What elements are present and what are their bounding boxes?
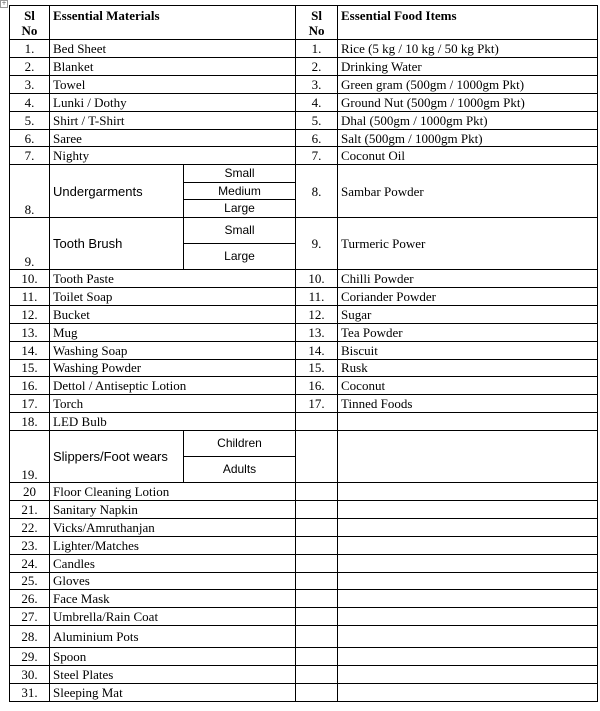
material-name: Tooth Paste — [50, 270, 296, 288]
material-name: Blanket — [50, 58, 296, 76]
table-row — [10, 684, 598, 702]
sl-no: 11. — [10, 288, 50, 306]
food-sl-no: 11. — [296, 288, 338, 306]
table-row — [10, 76, 598, 94]
table-row — [10, 519, 598, 537]
table-row — [10, 554, 598, 572]
material-name: Toilet Soap — [50, 288, 296, 306]
table-row — [10, 413, 598, 431]
food-name — [338, 430, 598, 483]
sl-no: 2. — [10, 58, 50, 76]
food-name — [338, 648, 598, 666]
size-option: Large — [184, 244, 296, 270]
food-name — [338, 413, 598, 431]
material-name: Bucket — [50, 306, 296, 324]
table-row — [10, 129, 598, 147]
table-row — [10, 288, 598, 306]
sl-no: 12. — [10, 306, 50, 324]
table-row — [10, 306, 598, 324]
sl-no: 18. — [10, 413, 50, 431]
size-option: Medium — [184, 182, 296, 200]
food-sl-no — [296, 501, 338, 519]
size-option: Small — [184, 165, 296, 183]
food-sl-no: 12. — [296, 306, 338, 324]
sl-no: 1. — [10, 40, 50, 58]
table-row — [10, 40, 598, 58]
size-option: Adults — [184, 457, 296, 483]
sl-no: 20 — [10, 483, 50, 501]
table-row — [10, 270, 598, 288]
sl-no: 28. — [10, 626, 50, 648]
food-sl-no — [296, 666, 338, 684]
material-name: Shirt / T-Shirt — [50, 111, 296, 129]
table-row — [10, 648, 598, 666]
sl-no: 8. — [10, 165, 50, 218]
food-name: Dhal (500gm / 1000gm Pkt) — [338, 111, 598, 129]
food-name — [338, 572, 598, 590]
materials-header: Essential Materials — [50, 6, 296, 40]
sl-no: 24. — [10, 554, 50, 572]
table-move-handle-icon[interactable]: + — [1, 0, 7, 7]
food-sl-no — [296, 483, 338, 501]
table-row — [10, 377, 598, 395]
food-sl-no — [296, 590, 338, 608]
sl-no: 7. — [10, 147, 50, 165]
size-option: Large — [184, 200, 296, 218]
material-name: Saree — [50, 129, 296, 147]
material-name: Towel — [50, 76, 296, 94]
food-header: Essential Food Items — [338, 6, 598, 40]
food-sl-no: 10. — [296, 270, 338, 288]
food-name — [338, 536, 598, 554]
sl-no: 6. — [10, 129, 50, 147]
food-name: Chilli Powder — [338, 270, 598, 288]
food-name: Coconut — [338, 377, 598, 395]
food-sl-no — [296, 608, 338, 626]
food-name: Tea Powder — [338, 323, 598, 341]
food-name — [338, 666, 598, 684]
material-name: Lighter/Matches — [50, 536, 296, 554]
table-row — [10, 572, 598, 590]
food-sl-no: 17. — [296, 395, 338, 413]
sl-no: 17. — [10, 395, 50, 413]
size-option: Children — [184, 430, 296, 456]
food-name: Rusk — [338, 359, 598, 377]
table-row — [10, 590, 598, 608]
sl-no: 14. — [10, 341, 50, 359]
food-sl-no: 3. — [296, 76, 338, 94]
sl-no: 19. — [10, 430, 50, 483]
food-sl-no: 2. — [296, 58, 338, 76]
size-option: Small — [184, 217, 296, 243]
material-name: Tooth Brush — [50, 217, 184, 270]
material-name: Sanitary Napkin — [50, 501, 296, 519]
essentials-table — [9, 5, 598, 702]
food-name — [338, 608, 598, 626]
food-sl-no — [296, 430, 338, 483]
material-name: Nighty — [50, 147, 296, 165]
table-row — [10, 165, 598, 183]
sl-no: 30. — [10, 666, 50, 684]
food-name: Rice (5 kg / 10 kg / 50 kg Pkt) — [338, 40, 598, 58]
material-name: Dettol / Antiseptic Lotion — [50, 377, 296, 395]
food-sl-no: 13. — [296, 323, 338, 341]
food-name: Green gram (500gm / 1000gm Pkt) — [338, 76, 598, 94]
table-row — [10, 483, 598, 501]
table-row — [10, 147, 598, 165]
sl-no: 3. — [10, 76, 50, 94]
header-row — [10, 6, 598, 40]
table-row — [10, 608, 598, 626]
table-row — [10, 359, 598, 377]
table-row — [10, 58, 598, 76]
sl-no: 25. — [10, 572, 50, 590]
food-name: Sugar — [338, 306, 598, 324]
food-sl-no — [296, 626, 338, 648]
material-name: Vicks/Amruthanjan — [50, 519, 296, 537]
material-name: Gloves — [50, 572, 296, 590]
table-row — [10, 666, 598, 684]
food-name — [338, 554, 598, 572]
food-sl-no: 14. — [296, 341, 338, 359]
food-sl-no — [296, 519, 338, 537]
table-row — [10, 93, 598, 111]
material-name: Lunki / Dothy — [50, 93, 296, 111]
material-name: Candles — [50, 554, 296, 572]
food-name: Turmeric Power — [338, 217, 598, 270]
material-name: Mug — [50, 323, 296, 341]
food-name: Coconut Oil — [338, 147, 598, 165]
food-name — [338, 684, 598, 702]
food-name: Coriander Powder — [338, 288, 598, 306]
food-sl-no: 5. — [296, 111, 338, 129]
material-name: Steel Plates — [50, 666, 296, 684]
material-name: Slippers/Foot wears — [50, 430, 184, 483]
food-sl-no: 7. — [296, 147, 338, 165]
material-name: Washing Powder — [50, 359, 296, 377]
food-sl-no — [296, 572, 338, 590]
material-name: Spoon — [50, 648, 296, 666]
sl-no: 31. — [10, 684, 50, 702]
material-name: Aluminium Pots — [50, 626, 296, 648]
sl-no-header: Sl No — [10, 6, 50, 40]
food-name — [338, 501, 598, 519]
material-name: LED Bulb — [50, 413, 296, 431]
material-name: Face Mask — [50, 590, 296, 608]
material-name: Sleeping Mat — [50, 684, 296, 702]
sl-no: 22. — [10, 519, 50, 537]
sl-no: 21. — [10, 501, 50, 519]
food-sl-no: 15. — [296, 359, 338, 377]
table-row — [10, 536, 598, 554]
table-row — [10, 323, 598, 341]
table-row — [10, 501, 598, 519]
food-sl-no: 9. — [296, 217, 338, 270]
table-row — [10, 395, 598, 413]
food-sl-no — [296, 413, 338, 431]
food-sl-no-header: Sl No — [296, 6, 338, 40]
sl-no: 5. — [10, 111, 50, 129]
material-name: Floor Cleaning Lotion — [50, 483, 296, 501]
food-name: Drinking Water — [338, 58, 598, 76]
sl-no: 23. — [10, 536, 50, 554]
food-name — [338, 626, 598, 648]
sl-no: 15. — [10, 359, 50, 377]
table-row — [10, 430, 598, 456]
food-sl-no — [296, 684, 338, 702]
sl-no: 4. — [10, 93, 50, 111]
table-row — [10, 626, 598, 648]
food-name — [338, 590, 598, 608]
material-name: Washing Soap — [50, 341, 296, 359]
food-name: Ground Nut (500gm / 1000gm Pkt) — [338, 93, 598, 111]
food-name — [338, 483, 598, 501]
sl-no: 10. — [10, 270, 50, 288]
food-sl-no — [296, 536, 338, 554]
material-name: Undergarments — [50, 165, 184, 218]
food-sl-no — [296, 554, 338, 572]
food-name — [338, 519, 598, 537]
food-sl-no: 4. — [296, 93, 338, 111]
table-row — [10, 217, 598, 243]
sl-no: 16. — [10, 377, 50, 395]
food-sl-no — [296, 648, 338, 666]
sl-no: 13. — [10, 323, 50, 341]
food-name: Tinned Foods — [338, 395, 598, 413]
sl-no: 29. — [10, 648, 50, 666]
sl-no: 27. — [10, 608, 50, 626]
food-name: Sambar Powder — [338, 165, 598, 218]
food-sl-no: 16. — [296, 377, 338, 395]
food-sl-no: 8. — [296, 165, 338, 218]
material-name: Torch — [50, 395, 296, 413]
material-name: Umbrella/Rain Coat — [50, 608, 296, 626]
food-sl-no: 1. — [296, 40, 338, 58]
sl-no: 26. — [10, 590, 50, 608]
material-name: Bed Sheet — [50, 40, 296, 58]
food-sl-no: 6. — [296, 129, 338, 147]
food-name: Salt (500gm / 1000gm Pkt) — [338, 129, 598, 147]
table-row — [10, 111, 598, 129]
food-name: Biscuit — [338, 341, 598, 359]
sl-no: 9. — [10, 217, 50, 270]
table-row — [10, 341, 598, 359]
